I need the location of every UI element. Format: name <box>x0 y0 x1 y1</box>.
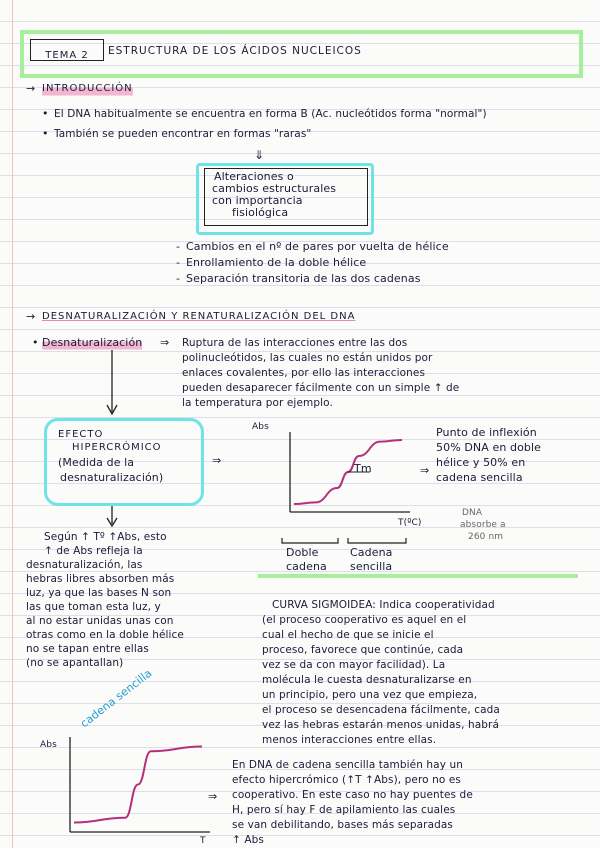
def-line: polinucleótidos, las cuales no están unidos por <box>182 352 433 364</box>
region-left: Doble <box>286 546 319 559</box>
efecto-line: EFECTO <box>58 429 104 440</box>
explain-line: al no estar unidas unas con <box>26 615 174 627</box>
intro-bullet-2: También se pueden encontrar en formas "raras" <box>54 128 312 140</box>
page-title: ESTRUCTURA DE LOS ÁCIDOS NUCLEICOS <box>108 45 362 57</box>
sigmoid-line: el proceso se desencadena fácilmente, cada <box>262 704 500 716</box>
chart2-text: efecto hipercrómico (↑T ↑Abs), pero no es <box>232 774 461 786</box>
inflexion-line: Punto de inflexión <box>436 426 537 439</box>
bracket-left <box>282 538 338 543</box>
chart2-text: En DNA de cadena sencilla también hay un <box>232 759 463 771</box>
arrow-glyph: ⇒ <box>420 464 430 477</box>
chart2-text: ↑ Abs <box>232 834 264 846</box>
desnat-heading: DESNATURALIZACIÓN Y RENATURALIZACIÓN DEL DNA <box>42 311 356 322</box>
intro-heading: INTRODUCCIÓN <box>42 83 133 94</box>
sigmoid-frame <box>258 574 578 588</box>
def-line: Ruptura de las interacciones entre las dos <box>182 337 408 349</box>
sigmoid-line: un principio, pero una vez que empieza, <box>262 689 478 701</box>
efecto-line: HIPERCRÓMICO <box>72 442 162 453</box>
chart1-tm-label: Tm <box>354 462 372 475</box>
sigmoid-line: vez las hebras estarán menos unidas, habrá <box>262 719 499 731</box>
sigmoid-line: CURVA SIGMOIDEA: Indica cooperatividad <box>272 599 495 611</box>
intro-item: Separación transitoria de las dos cadenas <box>186 272 421 285</box>
chart2-text: H, pero sí hay F de apilamiento las cuales <box>232 804 456 816</box>
region-left: cadena <box>286 560 327 573</box>
region-right: Cadena <box>350 546 393 559</box>
explain-line: las que toman esta luz, y <box>26 601 161 613</box>
chart1-ylabel: Abs <box>252 422 269 432</box>
chart2-text: se van debilitando, bases más separadas <box>232 819 453 831</box>
explain-line: no se tapan entre ellas <box>26 643 149 655</box>
bullet-dot: • <box>42 127 49 140</box>
dna-note: DNA <box>462 508 483 518</box>
dna-note: 260 nm <box>468 532 504 542</box>
chart2-ylabel: Abs <box>40 740 57 750</box>
sigmoid-line: molécula le cuesta desnaturalizarse en <box>262 674 472 686</box>
bullet-dot: • <box>32 336 39 349</box>
chart2-text: cooperativo. En este caso no hay puentes de <box>232 789 473 801</box>
arrow-glyph: ⇒ <box>208 790 218 803</box>
single-strand-chart <box>40 700 220 840</box>
region-right: sencilla <box>350 560 393 573</box>
sigmoid-line: vez se da con mayor facilidad). La <box>262 659 446 671</box>
explain-line: hebras libres absorben más <box>26 573 175 585</box>
dash: - <box>176 240 181 253</box>
explain-line: Según ↑ Tº ↑Abs, esto <box>44 531 167 543</box>
explain-line: (no se apantallan) <box>26 657 124 669</box>
desnat-term: Desnaturalización <box>42 336 143 349</box>
bracket-right <box>348 538 406 543</box>
inflexion-line: cadena sencilla <box>436 471 523 484</box>
arrow-glyph: → <box>26 82 36 95</box>
double-arrow-down: ⇓ <box>254 148 265 162</box>
dash: - <box>176 256 181 269</box>
chart2-curve-label: cadena sencilla <box>78 666 155 731</box>
intro-bullet-1: El DNA habitualmente se encuentra en forma B (Ac. nucleótidos forma "normal") <box>54 108 487 120</box>
box-line: Alteraciones o <box>214 170 294 183</box>
explain-line: desnaturalización, las <box>26 559 143 571</box>
sigmoid-chart <box>250 420 430 530</box>
sigmoid-line: menos interacciones entre ellas. <box>262 734 437 746</box>
dash: - <box>176 272 181 285</box>
efecto-line: (Medida de la <box>58 456 135 469</box>
def-line: la temperatura por ejemplo. <box>182 397 333 409</box>
def-line: pueden desaparecer fácilmente con un simple ↑ de <box>182 382 460 394</box>
intro-item: Enrollamiento de la doble hélice <box>186 256 367 269</box>
sigmoid-line: (el proceso cooperativo es aquel en el <box>262 614 467 626</box>
box-line: fisiológica <box>232 206 289 219</box>
chart1-xlabel: T(ºC) <box>398 518 422 528</box>
inflexion-line: hélice y 50% en <box>436 456 526 469</box>
intro-item: Cambios en el nº de pares por vuelta de hélice <box>186 240 449 253</box>
inflexion-line: 50% DNA en doble <box>436 441 542 454</box>
tema-label: TEMA 2 <box>45 50 89 61</box>
box-line: cambios estructurales <box>212 182 337 195</box>
chart2-xlabel: T <box>200 836 206 846</box>
sigmoid-line: proceso, favorece que continúe, cada <box>262 644 464 656</box>
box-line: con importancia <box>212 194 303 207</box>
bullet-dot: • <box>42 107 49 120</box>
explain-line: luz, ya que las bases N son <box>26 587 172 599</box>
dna-note: absorbe a <box>460 520 506 530</box>
efecto-line: desnaturalización) <box>60 471 164 484</box>
arrow-glyph: → <box>26 310 36 323</box>
explain-line: ↑ de Abs refleja la <box>44 545 143 557</box>
def-line: enlaces covalentes, por ello las interacciones <box>182 367 426 379</box>
arrow-glyph: ⇒ <box>212 454 222 467</box>
arrow-glyph: ⇒ <box>160 336 170 349</box>
sigmoid-line: cual el hecho de que se inicie el <box>262 629 434 641</box>
explain-line: otras como en la doble hélice <box>26 629 184 641</box>
